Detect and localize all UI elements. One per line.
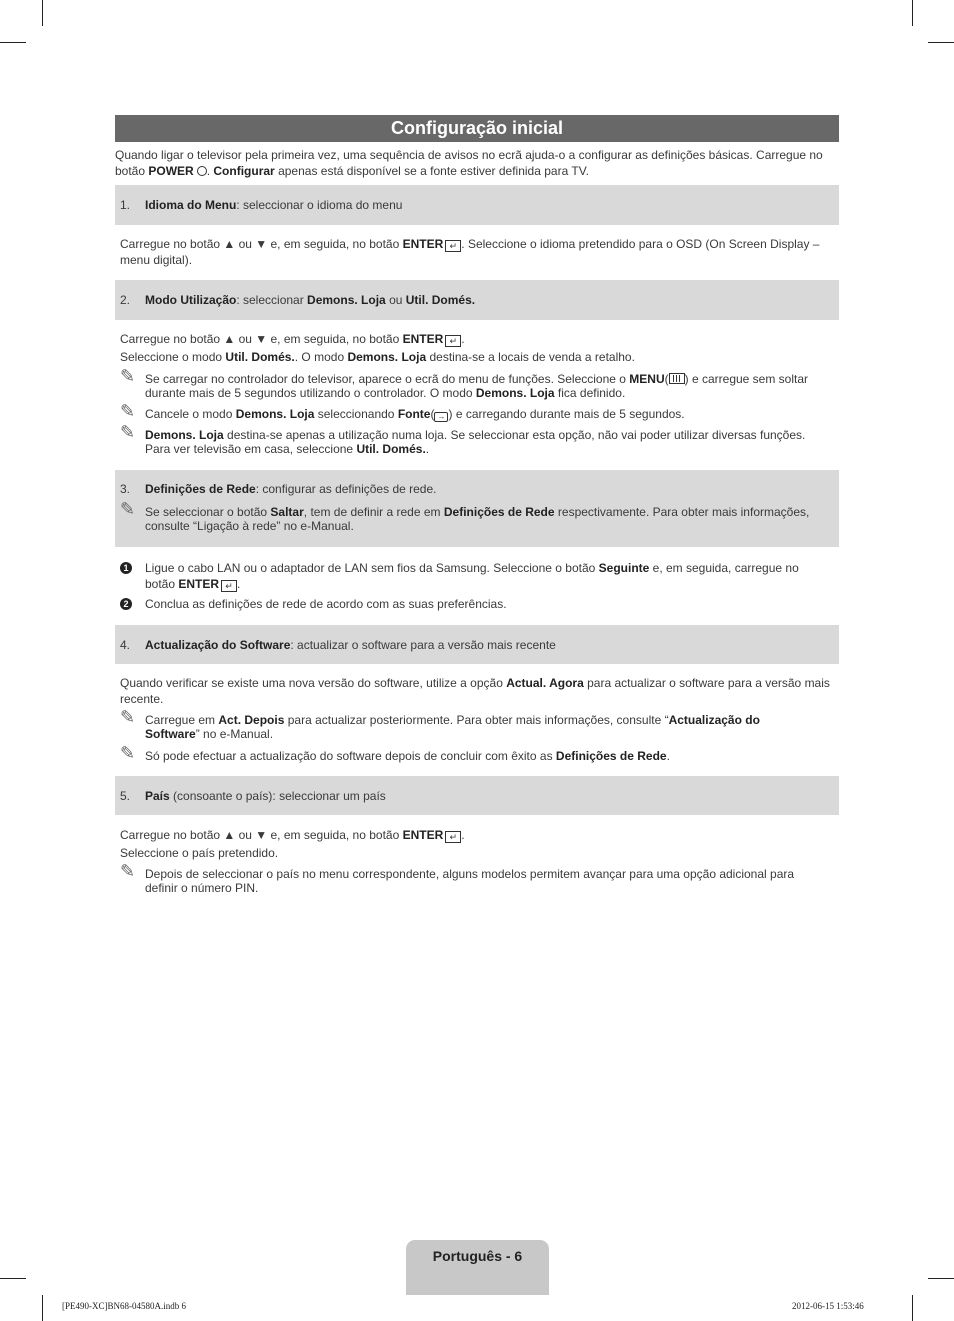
section-body: Carregue no botão ▲ ou ▼ e, em seguida, no botão ENTER ↵ . xyxy=(120,828,465,842)
crop-mark xyxy=(928,42,954,43)
source-icon: → xyxy=(434,412,448,422)
note: ✎ Carregue em Act. Depois para actualizar posteriormente. Para obter mais informações, consulte “Actualização do Software” no e-Manual. xyxy=(120,707,760,741)
enter-icon: ↵ xyxy=(445,335,461,347)
section-body: Carregue no botão ▲ ou ▼ e, em seguida, no botão ENTER ↵ . xyxy=(120,332,465,346)
section-body: Quando verificar se existe uma nova versão do software, utilize a opção Actual. Agora para actualizar o software para a versão mais recente. xyxy=(120,676,830,706)
note: ✎ Demons. Loja destina-se apenas a utilização numa loja. Se seleccionar esta opção, não vai poder utilizar diversas funções. Para ver televisão em casa, seleccione Util. Domés.. xyxy=(120,422,806,456)
note: ✎ Depois de seleccionar o país no menu correspondente, alguns modelos permitem avançar para uma opção adicional para definir o número PIN. xyxy=(120,861,795,895)
step-item: 2 Conclua as definições de rede de acordo com as suas preferências. xyxy=(120,596,838,612)
pencil-note-icon: ✎ xyxy=(120,499,136,519)
enter-icon: ↵ xyxy=(445,831,461,843)
pencil-note-icon: ✎ xyxy=(120,861,136,881)
pencil-note-icon: ✎ xyxy=(120,707,136,727)
note: ✎ Se carregar no controlador do televisor, aparece o ecrã do menu de funções. Seleccione o MENU( ) e carregue sem soltar durante mais de 5 segundos utilizando o controlador. O modo Demons. Loja fica definido. xyxy=(120,366,809,400)
pencil-note-icon: ✎ xyxy=(120,366,136,386)
print-timestamp: 2012-06-15 1:53:46 xyxy=(792,1301,864,1311)
section-header-software-update: 4. Actualização do Software: actualizar o software para a versão mais recente xyxy=(115,625,839,664)
section-header-menu-language: 1. Idioma do Menu: seleccionar o idioma do menu xyxy=(115,185,839,225)
section-header-country: 5. País (consoante o país): seleccionar um país xyxy=(115,776,839,815)
power-icon xyxy=(197,166,207,176)
enter-icon: ↵ xyxy=(221,580,237,592)
section-body: Seleccione o país pretendido. xyxy=(120,846,279,860)
page-number-tab: Português - 6 xyxy=(406,1240,549,1295)
section-body: Carregue no botão ▲ ou ▼ e, em seguida, no botão ENTER ↵ . Seleccione o idioma pretendido para o OSD (On Screen Display – menu digital). xyxy=(120,237,820,267)
note: ✎ Cancele o modo Demons. Loja seleccionando Fonte( → ) e carregando durante mais de 5 segundos. xyxy=(120,401,685,421)
menu-icon xyxy=(669,373,685,384)
step-item: 1 Ligue o cabo LAN ou o adaptador de LAN sem fios da Samsung. Seleccione o botão Seguinte e, em seguida, carregue no botão ENTER ↵ . xyxy=(120,560,838,592)
step-number-badge: 1 xyxy=(120,562,132,574)
crop-mark xyxy=(912,1295,913,1321)
crop-mark xyxy=(0,1278,26,1279)
intro-paragraph: Quando ligar o televisor pela primeira vez, uma sequência de avisos no ecrã ajuda-o a configurar as definições básicas. Carregue no botão POWER . Configurar apenas está disponível se a fonte estiver definida para TV. xyxy=(115,148,823,178)
section-header-network-settings: 3. Definições de Rede: configurar as definições de rede. ✎ Se seleccionar o botão Saltar, tem de definir a rede em Definições de Rede respectivamente. Para obter mais informações, consulte “Ligação à rede” no e-Manual. xyxy=(115,470,839,547)
section-body: Seleccione o modo Util. Domés.. O modo Demons. Loja destina-se a locais de venda a retalho. xyxy=(120,350,635,364)
crop-mark xyxy=(0,42,26,43)
pencil-note-icon: ✎ xyxy=(120,401,136,421)
note: ✎ Se seleccionar o botão Saltar, tem de definir a rede em Definições de Rede respectivamente. Para obter mais informações, consulte “Ligação à rede” no e-Manual. xyxy=(120,499,810,533)
print-file-info: [PE490-XC]BN68-04580A.indb 6 xyxy=(62,1301,186,1311)
page-title: Configuração inicial xyxy=(115,115,839,142)
pencil-note-icon: ✎ xyxy=(120,743,136,763)
crop-mark xyxy=(42,1295,43,1321)
crop-mark xyxy=(928,1278,954,1279)
section-header-usage-mode: 2. Modo Utilização: seleccionar Demons. Loja ou Util. Domés. xyxy=(115,280,839,320)
crop-mark xyxy=(42,0,43,26)
pencil-note-icon: ✎ xyxy=(120,422,136,442)
crop-mark xyxy=(912,0,913,26)
step-number-badge: 2 xyxy=(120,598,132,610)
note: ✎ Só pode efectuar a actualização do software depois de concluir com êxito as Definições de Rede. xyxy=(120,743,670,763)
enter-icon: ↵ xyxy=(445,240,461,252)
